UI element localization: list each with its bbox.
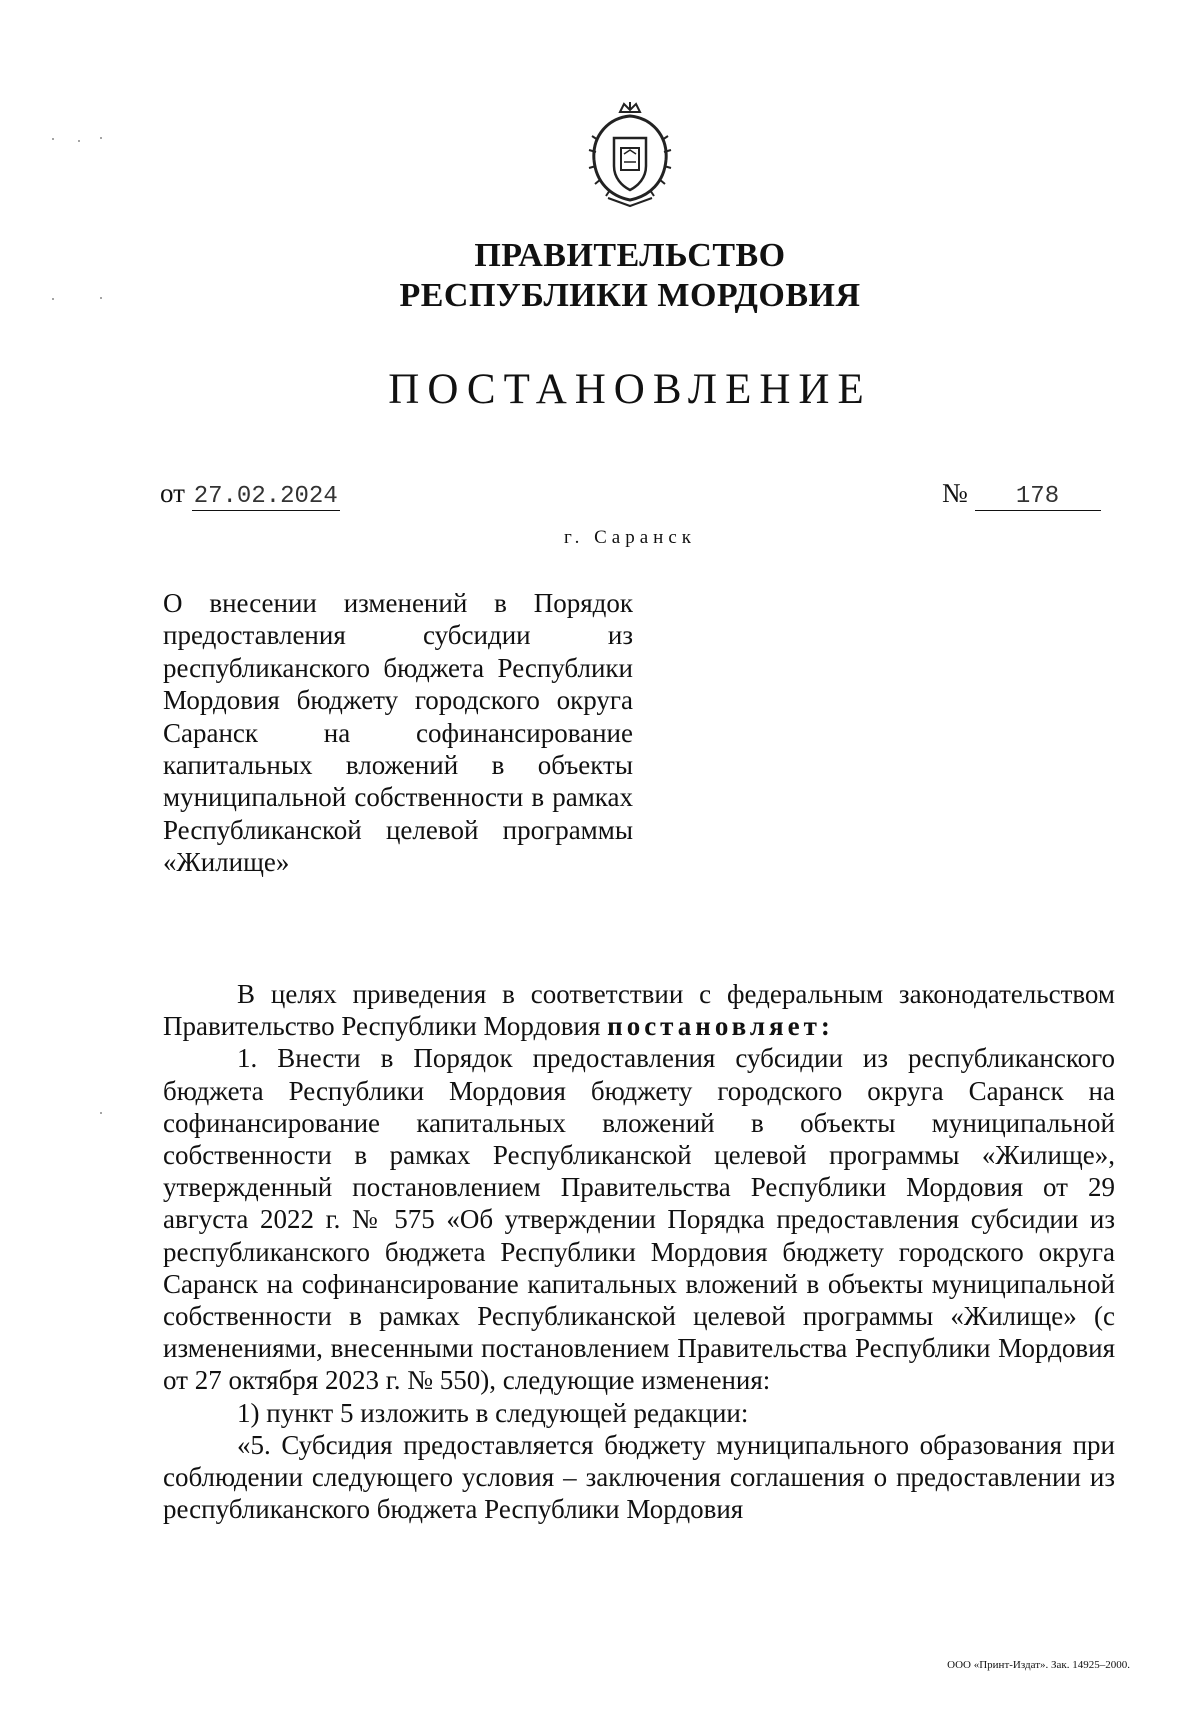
scan-speck — [52, 298, 54, 300]
document-subject: О внесении изменений в Порядок предоставления субсидии из республиканского бюджета Республики Мордовия бюджету городского округа Саранск на софинансирование капитальных вложений в объекты муниципальной собственности в рамках Республиканской целевой программы «Жилище» — [163, 588, 633, 878]
document-body — [163, 978, 1115, 1525]
org-line-2: РЕСПУБЛИКИ МОРДОВИЯ — [399, 277, 861, 314]
date-value: 27.02.2024 — [193, 483, 338, 510]
scan-speck — [100, 1112, 102, 1114]
resolves-word: постановляет: — [607, 1011, 834, 1042]
organization-title — [300, 236, 960, 316]
quoted-clause: «5. Субсидия предоставляется бюджету муниципального образования при соблюдении следующего условия – заключения соглашения о предоставлении из республиканского бюджета Республики Мордовия — [163, 1429, 1115, 1525]
coat-of-arms-icon — [574, 100, 686, 212]
scan-speck — [52, 138, 54, 140]
number-value: 178 — [975, 483, 1101, 511]
subitem-1: 1) пункт 5 изложить в следующей редакции: — [237, 1397, 749, 1428]
intro-paragraph — [163, 978, 1115, 1042]
number-field — [942, 478, 1101, 511]
scan-speck — [100, 297, 102, 299]
intro-text: В целях приведения в соответствии с федеральным законодательством Правительство Республики Мордовия — [163, 979, 1115, 1042]
scan-speck — [100, 137, 102, 139]
city-line: г. Саранск — [563, 527, 697, 548]
number-prefix: № — [942, 478, 968, 508]
item-1: 1. Внести в Порядок предоставления субсидии из республиканского бюджета Республики Мордовия бюджету городского округа Саранск на софинансирование капитальных вложений в объекты муниципальной собственности в рамках Республиканской целевой программы «Жилище», утвержденный постановлением Правительства Республики Мордовия от 29 августа 2022 г. № 575 «Об утверждении Порядка предоставления субсидии из республиканского бюджета Республики Мордовия бюджету городского округа Саранск на софинансирование капитальных вложений в объекты муниципальной собственности в рамках Республиканской целевой программы «Жилище» (с изменениями, внесенными постановлением Правительства Республики Мордовия от 27 октября 2023 г. № 550), следующие изменения: — [163, 1043, 1115, 1396]
printer-imprint: ООО «Принт-Издат». Зак. 14925–2000. — [947, 1659, 1130, 1671]
date-prefix: от — [160, 478, 185, 508]
scan-speck — [78, 140, 80, 142]
org-line-1: ПРАВИТЕЛЬСТВО — [474, 237, 786, 274]
date-field — [160, 478, 340, 511]
document-type: ПОСТАНОВЛЕНИЕ — [388, 366, 872, 413]
